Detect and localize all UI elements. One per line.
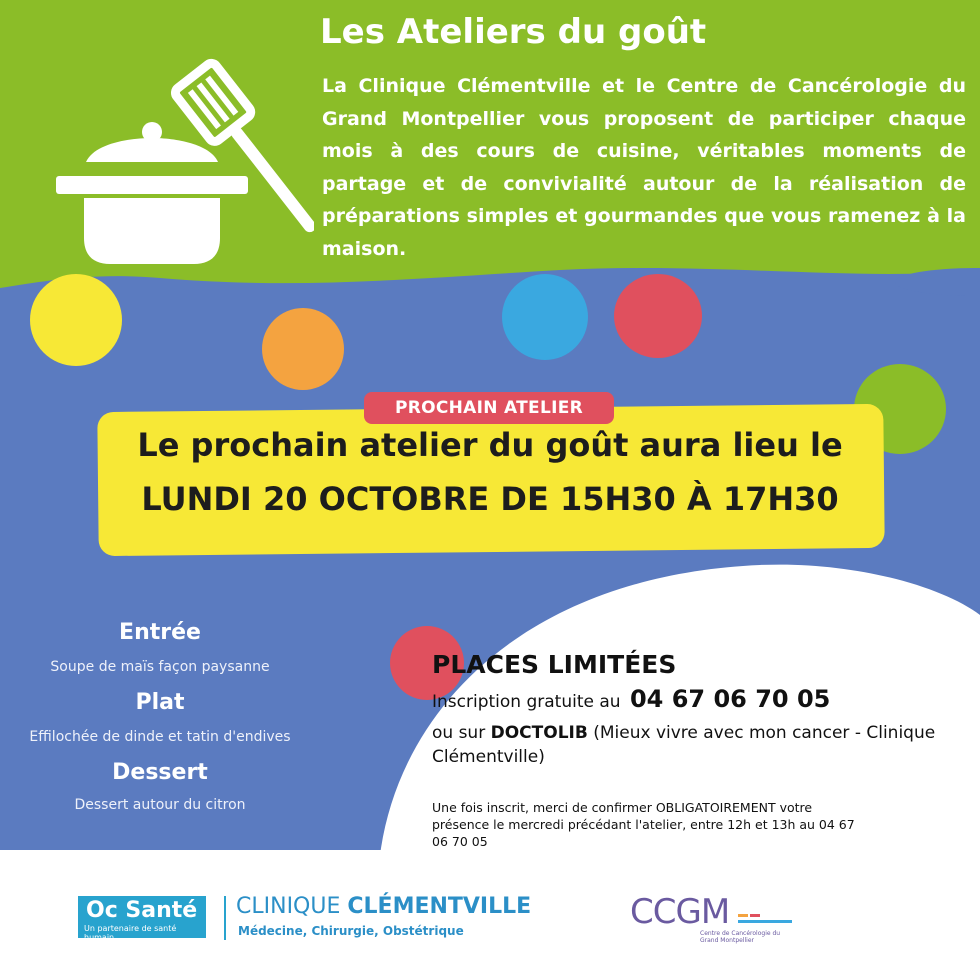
menu-heading: Dessert — [112, 760, 208, 785]
ocsante-tagline: Un partenaire de santé humain — [84, 924, 177, 942]
announcement-text — [100, 418, 880, 526]
menu-plat — [20, 690, 300, 745]
announcement-line-2: LUNDI 20 OCTOBRE DE 15H30 À 17H30 — [141, 480, 839, 518]
ccgm-subtitle: Centre de Cancérologie du Grand Montpellier — [700, 930, 781, 944]
doctolib-line — [432, 721, 972, 769]
registration-block — [432, 650, 972, 850]
doctolib-link: DOCTOLIB — [490, 723, 588, 743]
ccgm-logo: CCGM — [630, 892, 730, 932]
intro-paragraph: La Clinique Clémentville et le Centre de Cancérologie du Grand Montpellier vous proposent de participer chaque mois à des cours de cuisine, véritables moments de partage et de convivialité autour de la réalisation de préparations simples et gourmandes que vous ramenez à la maison. — [322, 75, 966, 260]
menu-entree — [20, 620, 300, 675]
orange-dot — [262, 308, 344, 390]
inscription-text: Inscription gratuite au — [432, 692, 621, 712]
light-blue-dot — [502, 274, 588, 360]
ccgm-logo-lines — [738, 914, 794, 930]
menu-dish: Dessert autour du citron — [74, 797, 246, 813]
cooking-pot-icon — [54, 58, 314, 270]
yellow-dot — [30, 274, 122, 366]
ocsante-logo — [78, 896, 206, 942]
next-workshop-badge: PROCHAIN ATELIER — [364, 392, 614, 424]
red-dot — [614, 274, 702, 358]
menu-dessert — [20, 760, 300, 813]
clinique-name: CLÉMENTVILLE — [347, 894, 532, 919]
menu-dish: Effilochée de dinde et tatin d'endives — [29, 729, 291, 745]
menu-heading: Plat — [135, 690, 185, 715]
ocsante-name: Oc Santé — [86, 898, 198, 923]
inscription-line — [432, 685, 972, 713]
clinique-prefix: CLINIQUE — [236, 894, 341, 919]
menu-dish: Soupe de maïs façon paysanne — [50, 659, 270, 675]
doctolib-detail: (Mieux vivre avec mon cancer - Clinique Clémentville) — [432, 723, 936, 767]
or-on-text: ou sur — [432, 723, 486, 743]
limited-places-title: PLACES LIMITÉES — [432, 650, 677, 679]
logo-separator — [224, 896, 226, 940]
phone-number: 04 67 06 70 05 — [629, 685, 831, 713]
clinique-logo — [236, 894, 531, 919]
page-title: Les Ateliers du goût — [320, 12, 707, 52]
clinique-subtitle: Médecine, Chirurgie, Obstétrique — [238, 924, 464, 938]
menu-heading: Entrée — [119, 620, 201, 645]
announcement-line-1: Le prochain atelier du goût aura lieu le — [137, 426, 843, 464]
confirmation-note: Une fois inscrit, merci de confirmer OBLIGATOIREMENT votre présence le mercredi précédant l'atelier, entre 12h et 13h au 04 67 06 70 05 — [432, 800, 855, 849]
